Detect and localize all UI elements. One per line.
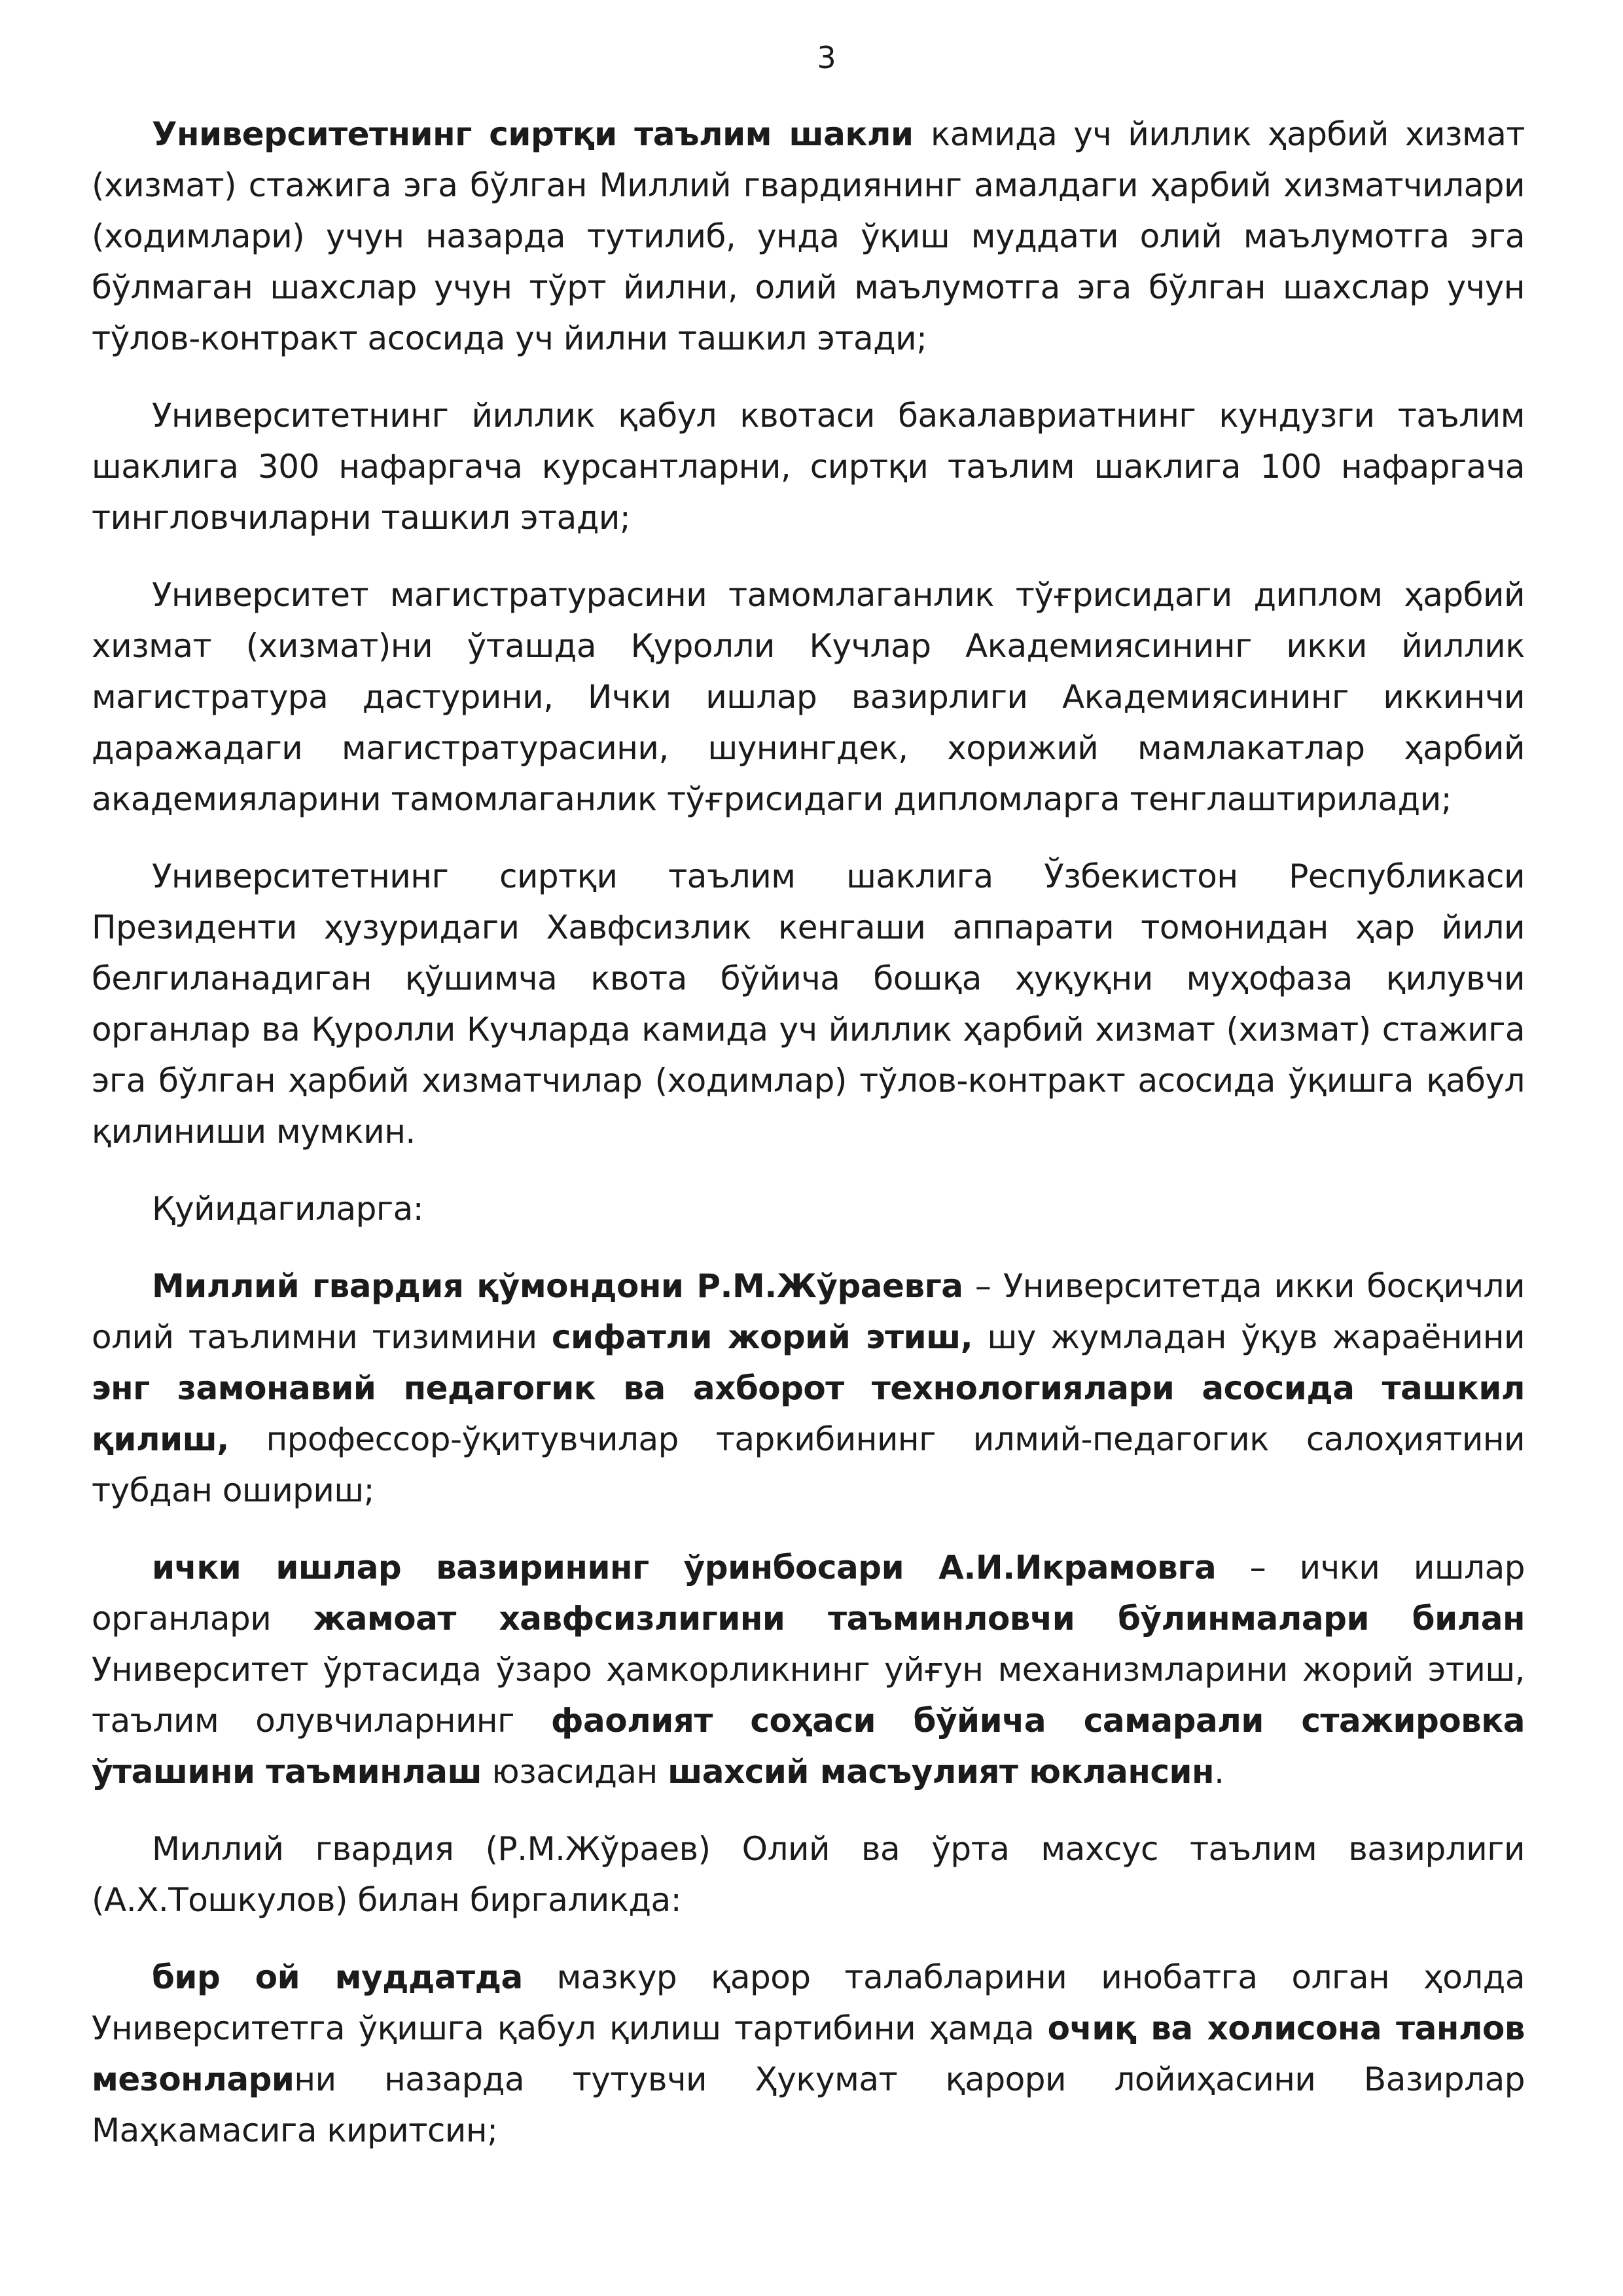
- text-run: шахсий масъулият юклансин: [668, 1753, 1215, 1791]
- text-run: очиқ ва холисона танлов мезонлари: [92, 2009, 1525, 2098]
- text-run: Миллий гвардия қўмондони Р.М.Жўраевга: [152, 1267, 963, 1305]
- paragraph-masters-diploma-equivalence: [92, 569, 1525, 825]
- text-run: Университет ўртасида ўзаро ҳамкорликнинг уйғун механизмларини жорий этиш, таълим олувчиларнинг: [92, 1651, 1525, 1740]
- paragraph-deputy-interior-minister-task: [92, 1542, 1525, 1797]
- paragraph-correspondence-education-form: [92, 109, 1525, 364]
- text-run: Университетнинг йиллик қабул квотаси бакалавриатнинг кундузги таълим шаклига 300 нафаргача курсантларни, сиртқи таълим шаклига 100 нафаргача тингловчиларни ташкил этади;: [92, 397, 1525, 537]
- text-run: ни назарда тутувчи Ҳукумат қарори лойиҳасини Вазирлар Маҳкамасига киритсин;: [92, 2060, 1525, 2149]
- text-run: Университетнинг сиртқи таълим шаклига Ўзбекистон Республикаси Президенти ҳузуридаги Хавфсизлик кенгаши аппарати томонидан ҳар йили белгиланадиган қўшимча квота бўйича бошқа ҳуқуқни муҳофаза қилувчи органлар ва Қуролли Кучларда камида уч йиллик ҳарбий хизмат (хизмат) стажига эга бўлган ҳарбий хизматчилар (ходимлар) тўлов-контракт асосида ўқишга қабул қилиниши мумкин.: [92, 857, 1525, 1151]
- text-run: жамоат хавфсизлигини таъминловчи бўлинмалари билан: [313, 1600, 1525, 1638]
- paragraph-additional-quota-admission: [92, 851, 1525, 1157]
- text-run: Университет магистратурасини тамомлаганлик тўғрисидаги диплом ҳарбий хизмат (хизмат)ни ўташда Қуролли Кучлар Академиясининг икки йиллик магистратура дастурини, Ички ишлар вазирлиги Академиясининг иккинчи даражадаги магистратурасини, шунингдек, хорижий мамлакатлар ҳарбий академияларини тамомлаганлик тўғрисидаги дипломларга тенглаштирилади;: [92, 576, 1525, 818]
- text-run: ички ишлар вазирининг ўринбосари А.И.Икрамовга: [152, 1549, 1217, 1587]
- text-run: Университетнинг сиртқи таълим шакли: [152, 115, 931, 153]
- text-run: .: [1214, 1753, 1224, 1791]
- document-body: [92, 109, 1525, 2156]
- text-run: шу жумладан ўқув жараёнини: [972, 1318, 1525, 1356]
- paragraph-annual-admission-quota: [92, 390, 1525, 543]
- text-run: – ички ишлар органлари: [92, 1549, 1525, 1638]
- text-run: – Университетда икки босқичли олий таълимни тизимини: [92, 1267, 1525, 1356]
- paragraph-to-the-following-label: [92, 1183, 1525, 1234]
- paragraph-one-month-government-decree: [92, 1952, 1525, 2156]
- text-run: бир ой муддатда: [152, 1958, 523, 1996]
- text-run: юзасидан: [482, 1753, 668, 1791]
- text-run: камида уч йиллик ҳарбий хизмат (хизмат) стажига эга бўлган Миллий гвардиянинг амалдаги ҳарбий хизматчилари (ходимлари) учун назарда тутилиб, унда ўқиш муддати олий маълумотга эга бўлмаган шахслар учун тўрт йилни, олий маълумотга эга бўлган шахслар учун тўлов-контракт асосида уч йилни ташкил этади;: [92, 115, 1525, 357]
- text-run: профессор-ўқитувчилар таркибининг илмий-педагогик салоҳиятини тубдан ошириш;: [92, 1420, 1525, 1509]
- text-run: мазкур қарор талабларини инобатга олган ҳолда Университетга ўқишга қабул қилиш тартибини ҳамда: [92, 1958, 1525, 2047]
- text-run: сифатли жорий этиш,: [551, 1318, 973, 1356]
- text-run: фаолият соҳаси бўйича самарали стажировка ўташини таъминлаш: [92, 1702, 1525, 1791]
- paragraph-national-guard-commander-task: [92, 1261, 1525, 1516]
- text-run: Қуйидагиларга:: [152, 1190, 424, 1228]
- text-run: энг замонавий педагогик ва ахборот технологиялари асосида ташкил қилиш,: [92, 1369, 1525, 1458]
- text-run: Миллий гвардия (Р.М.Жўраев) Олий ва ўрта махсус таълим вазирлиги (А.Х.Тошкулов) билан биргаликда:: [92, 1830, 1525, 1919]
- paragraph-joint-ministries-intro: [92, 1823, 1525, 1926]
- page-number: 3: [817, 40, 836, 75]
